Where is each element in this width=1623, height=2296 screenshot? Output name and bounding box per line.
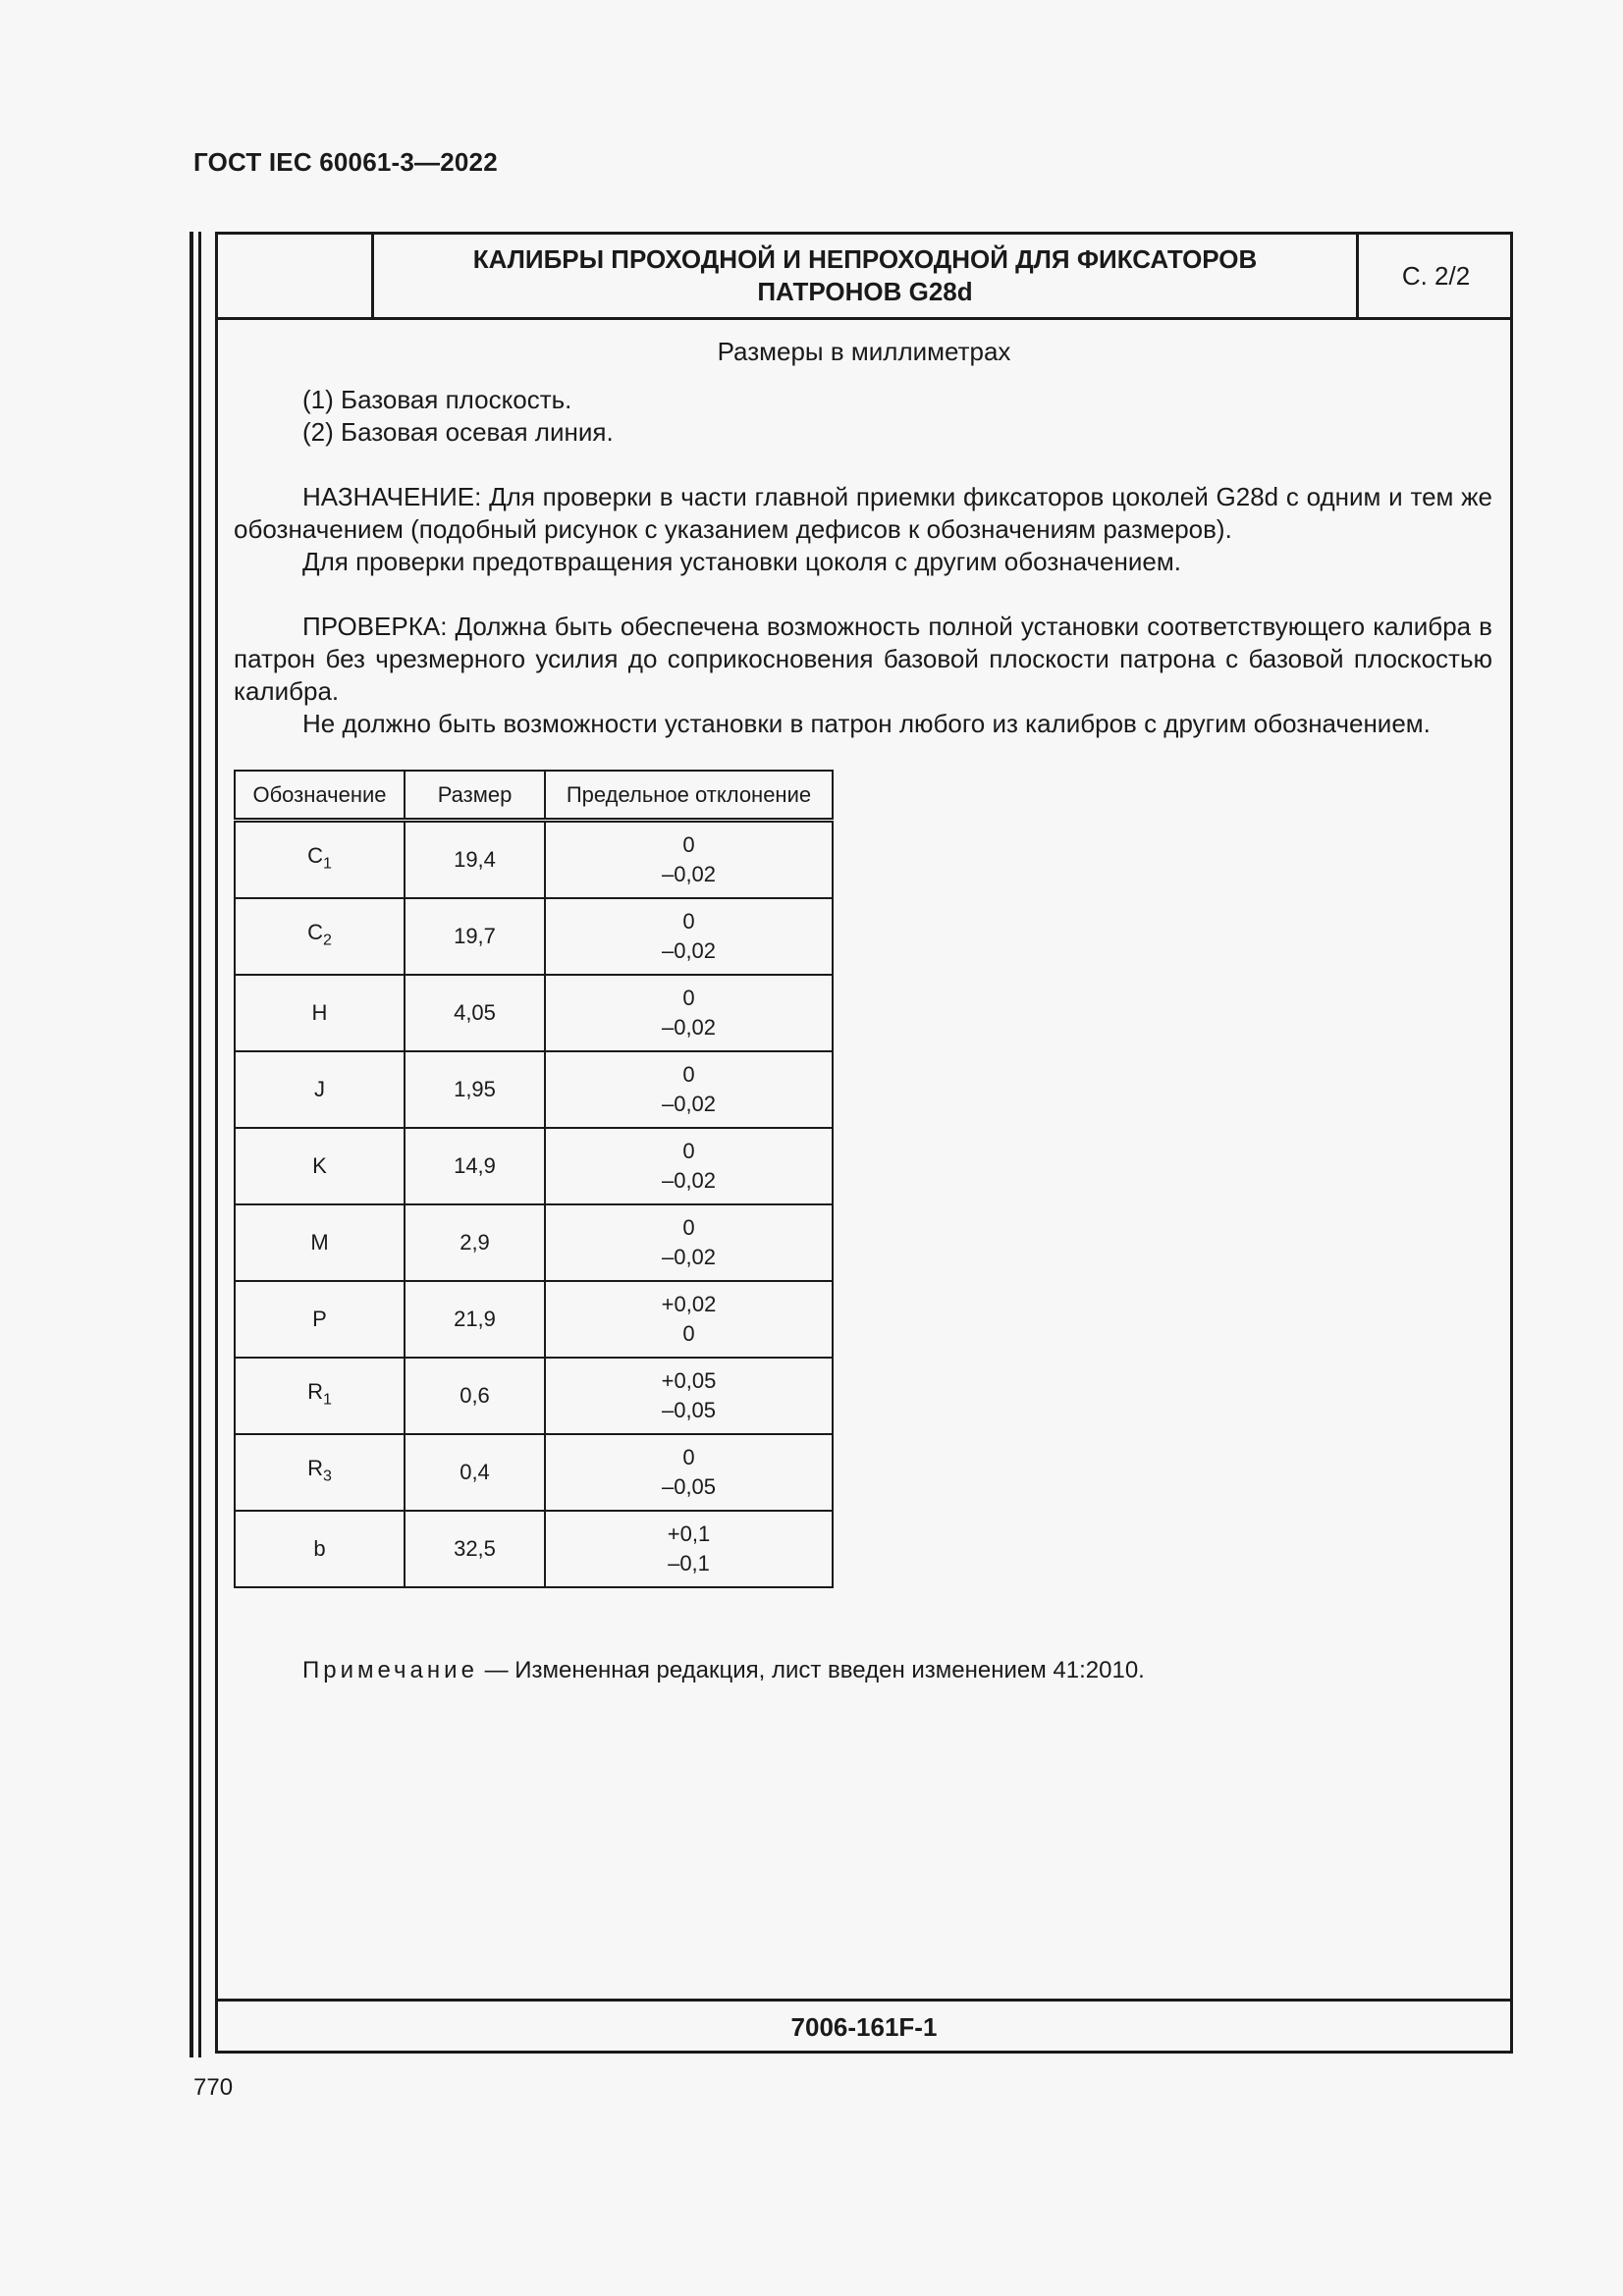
table-row	[235, 821, 833, 899]
column-header: Размер	[405, 771, 545, 821]
designation-subscript: 2	[322, 932, 332, 949]
legend-item: (1) Базовая плоскость.	[302, 385, 572, 414]
title-block	[218, 235, 1510, 320]
designation-cell	[235, 1051, 405, 1128]
check-paragraph: ПРОВЕРКА: Должна быть обеспечена возможность полной установки соответствующего калибра в патрон без чрезмерного усилия до соприкосновения базовой плоскости патрона с базовой плоскостью калибра.	[234, 612, 1492, 706]
legend-item: (2) Базовая осевая линия.	[302, 417, 614, 447]
designation-symbol: R	[307, 1455, 323, 1480]
designation-symbol: J	[314, 1077, 325, 1101]
table-row	[235, 1358, 833, 1434]
tolerance-upper: 0	[682, 1139, 695, 1163]
tolerance-lower: –0,02	[661, 1168, 717, 1193]
designation-subscript: 1	[322, 1391, 332, 1409]
table-row	[235, 1511, 833, 1587]
tolerance-cell	[545, 1204, 833, 1281]
tolerance-cell	[545, 1511, 833, 1587]
tolerance-upper: 0	[682, 1062, 695, 1087]
tolerance-lower: –0,02	[661, 862, 717, 886]
table-row	[235, 1281, 833, 1358]
designation-subscript: 3	[322, 1468, 332, 1485]
table-row	[235, 975, 833, 1051]
designation-symbol: C	[307, 919, 323, 944]
table-header-row	[235, 771, 833, 821]
sheet-title-line: ПАТРОНОВ G28d	[757, 277, 973, 306]
designation-symbol: M	[310, 1230, 329, 1255]
tolerance-lower: –0,05	[661, 1398, 717, 1422]
size-cell: 0,6	[405, 1358, 545, 1434]
tolerance-lower: 0	[682, 1321, 695, 1346]
designation-cell	[235, 1511, 405, 1587]
units-note: Размеры в миллиметрах	[717, 337, 1011, 366]
sheet-frame	[215, 232, 1513, 2054]
sheet-title	[374, 235, 1356, 317]
tolerance-cell	[545, 821, 833, 899]
designation-cell	[235, 898, 405, 975]
size-cell: 19,4	[405, 821, 545, 899]
designation-cell	[235, 1204, 405, 1281]
table-row	[235, 1434, 833, 1511]
size-cell: 1,95	[405, 1051, 545, 1128]
document-header: ГОСТ IEC 60061-3—2022	[193, 147, 498, 177]
tolerance-cell	[545, 975, 833, 1051]
tolerance-cell	[545, 1051, 833, 1128]
tolerance-cell	[545, 1434, 833, 1511]
tolerance-lower: –0,02	[661, 1092, 717, 1116]
sheet-code: 7006-161F-1	[218, 1999, 1510, 2054]
table-row	[235, 1128, 833, 1204]
size-cell: 0,4	[405, 1434, 545, 1511]
size-cell: 19,7	[405, 898, 545, 975]
purpose-paragraph: Для проверки предотвращения установки цоколя с другим обозначением.	[302, 547, 1181, 576]
designation-cell	[235, 1434, 405, 1511]
tolerance-cell	[545, 1128, 833, 1204]
sheet-number: С. 2/2	[1356, 235, 1513, 317]
tolerance-upper: 0	[682, 986, 695, 1010]
column-header: Предельное отклонение	[545, 771, 833, 821]
check-paragraph: Не должно быть возможности установки в патрон любого из калибров с другим обозначением.	[302, 709, 1431, 738]
tolerance-lower: –0,02	[661, 1015, 717, 1040]
tolerance-cell	[545, 898, 833, 975]
designation-cell	[235, 821, 405, 899]
note	[302, 1657, 1145, 1684]
designation-subscript: 1	[322, 855, 332, 873]
size-cell: 4,05	[405, 975, 545, 1051]
size-cell: 14,9	[405, 1128, 545, 1204]
tolerance-upper: 0	[682, 909, 695, 934]
tolerance-upper: 0	[682, 832, 695, 857]
designation-symbol: K	[312, 1153, 327, 1178]
table-row	[235, 898, 833, 975]
note-label: Примечание	[302, 1657, 478, 1683]
tolerance-upper: 0	[682, 1445, 695, 1469]
tolerance-lower: –0,05	[661, 1474, 717, 1499]
designation-symbol: P	[312, 1307, 327, 1331]
tolerance-lower: –0,02	[661, 938, 717, 963]
dimensions-table	[234, 770, 834, 1588]
tolerance-upper: 0	[682, 1215, 695, 1240]
tolerance-cell	[545, 1358, 833, 1434]
tolerance-upper: +0,1	[667, 1522, 711, 1546]
column-header: Обозначение	[235, 771, 405, 821]
margin-bar	[198, 232, 201, 2057]
tolerance-cell	[545, 1281, 833, 1358]
designation-cell	[235, 1281, 405, 1358]
page-number: 770	[193, 2074, 234, 2101]
table-row	[235, 1204, 833, 1281]
designation-cell	[235, 975, 405, 1051]
designation-symbol: H	[311, 1000, 328, 1025]
purpose-paragraph: НАЗНАЧЕНИЕ: Для проверки в части главной приемки фиксаторов цоколей G28d с одним и тем же обозначением (подобный рисунок с указанием дефисов к обозначениям размеров).	[234, 482, 1492, 544]
body-text	[234, 384, 1492, 740]
size-cell: 32,5	[405, 1511, 545, 1587]
designation-cell	[235, 1128, 405, 1204]
size-cell: 2,9	[405, 1204, 545, 1281]
designation-cell	[235, 1358, 405, 1434]
table-row	[235, 1051, 833, 1128]
sheet-title-line: КАЛИБРЫ ПРОХОДНОЙ И НЕПРОХОДНОЙ ДЛЯ ФИКСАТОРОВ	[472, 244, 1258, 274]
designation-symbol: C	[307, 842, 323, 868]
note-text: — Измененная редакция, лист введен изменением 41:2010.	[477, 1657, 1145, 1683]
tolerance-lower: –0,02	[661, 1245, 717, 1269]
designation-symbol: R	[307, 1378, 323, 1404]
margin-bar	[189, 232, 193, 2057]
size-cell: 21,9	[405, 1281, 545, 1358]
designation-symbol: b	[313, 1536, 326, 1561]
title-blank-cell	[218, 235, 374, 317]
tolerance-upper: +0,05	[661, 1368, 717, 1393]
tolerance-lower: –0,1	[668, 1551, 710, 1575]
tolerance-upper: +0,02	[661, 1292, 717, 1316]
